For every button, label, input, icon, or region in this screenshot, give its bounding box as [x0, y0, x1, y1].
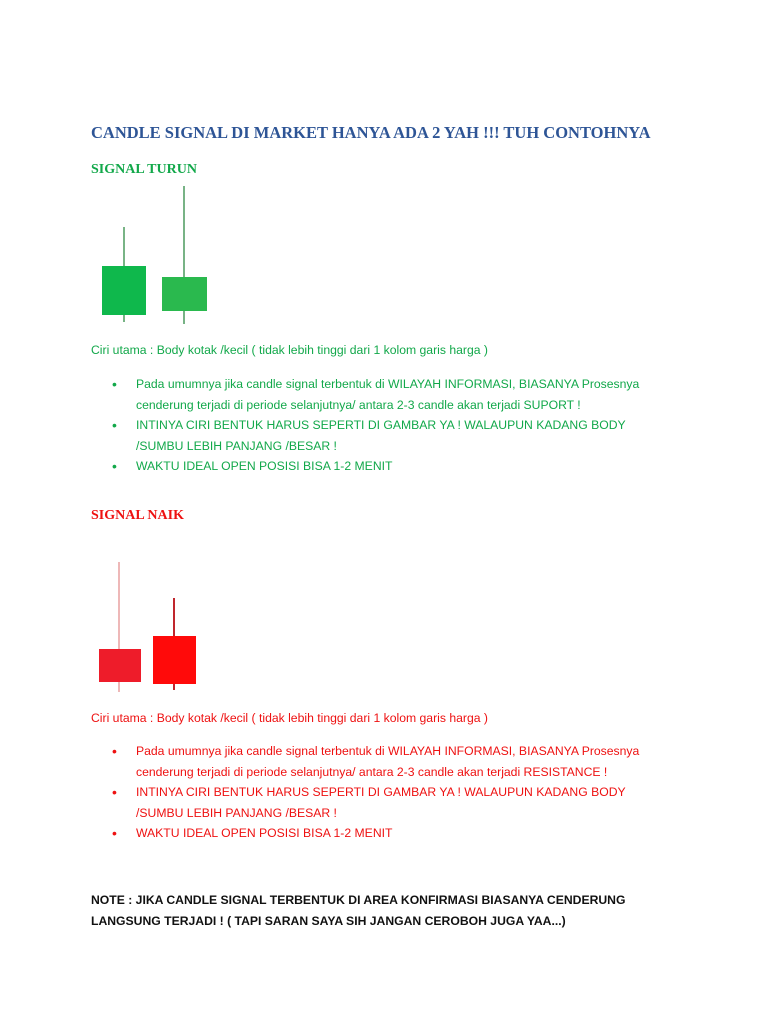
list-item: • INTINYA CIRI BENTUK HARUS SEPERTI DI GAMBAR YA ! WALAUPUN KADANG BODY /SUMBU LEBIH PANJANG /BESAR ! — [112, 415, 672, 456]
signal-naik-candles — [95, 556, 205, 696]
green-candle-2 — [162, 186, 207, 324]
list-item: • WAKTU IDEAL OPEN POSISI BISA 1-2 MENIT — [112, 456, 672, 477]
signal-turun-candles — [95, 180, 215, 330]
list-item: • INTINYA CIRI BENTUK HARUS SEPERTI DI GAMBAR YA ! WALAUPUN KADANG BODY /SUMBU LEBIH PANJANG /BESAR ! — [112, 782, 672, 823]
list-item: • Pada umumnya jika candle signal terbentuk di WILAYAH INFORMASI, BIASANYA Prosesnya cenderung terjadi di periode selanjutnya/ antara 2-3 candle akan terjadi RESISTANCE ! — [112, 741, 672, 782]
signal-naik-ciri: Ciri utama : Body kotak /kecil ( tidak lebih tinggi dari 1 kolom garis harga ) — [91, 711, 488, 725]
green-candle-1 — [102, 227, 146, 322]
list-item: • WAKTU IDEAL OPEN POSISI BISA 1-2 MENIT — [112, 823, 672, 844]
red-candle-1 — [99, 562, 141, 692]
signal-naik-list — [112, 741, 672, 844]
signal-turun-list — [112, 374, 672, 477]
red-candle-2 — [153, 598, 196, 690]
signal-naik-heading: SIGNAL NAIK — [91, 508, 184, 523]
page-title: CANDLE SIGNAL DI MARKET HANYA ADA 2 YAH !!! TUH CONTOHNYA — [91, 123, 651, 142]
signal-turun-ciri: Ciri utama : Body kotak /kecil ( tidak lebih tinggi dari 1 kolom garis harga ) — [91, 343, 488, 357]
signal-turun-heading: SIGNAL TURUN — [91, 162, 197, 177]
note-text: NOTE : JIKA CANDLE SIGNAL TERBENTUK DI AREA KONFIRMASI BIASANYA CENDERUNG LANGSUNG TERJADI ! ( TAPI SARAN SAYA SIH JANGAN CEROBOH JUGA YAA...) — [91, 893, 626, 928]
list-item: • Pada umumnya jika candle signal terbentuk di WILAYAH INFORMASI, BIASANYA Prosesnya cenderung terjadi di periode selanjutnya/ antara 2-3 candle akan terjadi SUPORT ! — [112, 374, 672, 415]
